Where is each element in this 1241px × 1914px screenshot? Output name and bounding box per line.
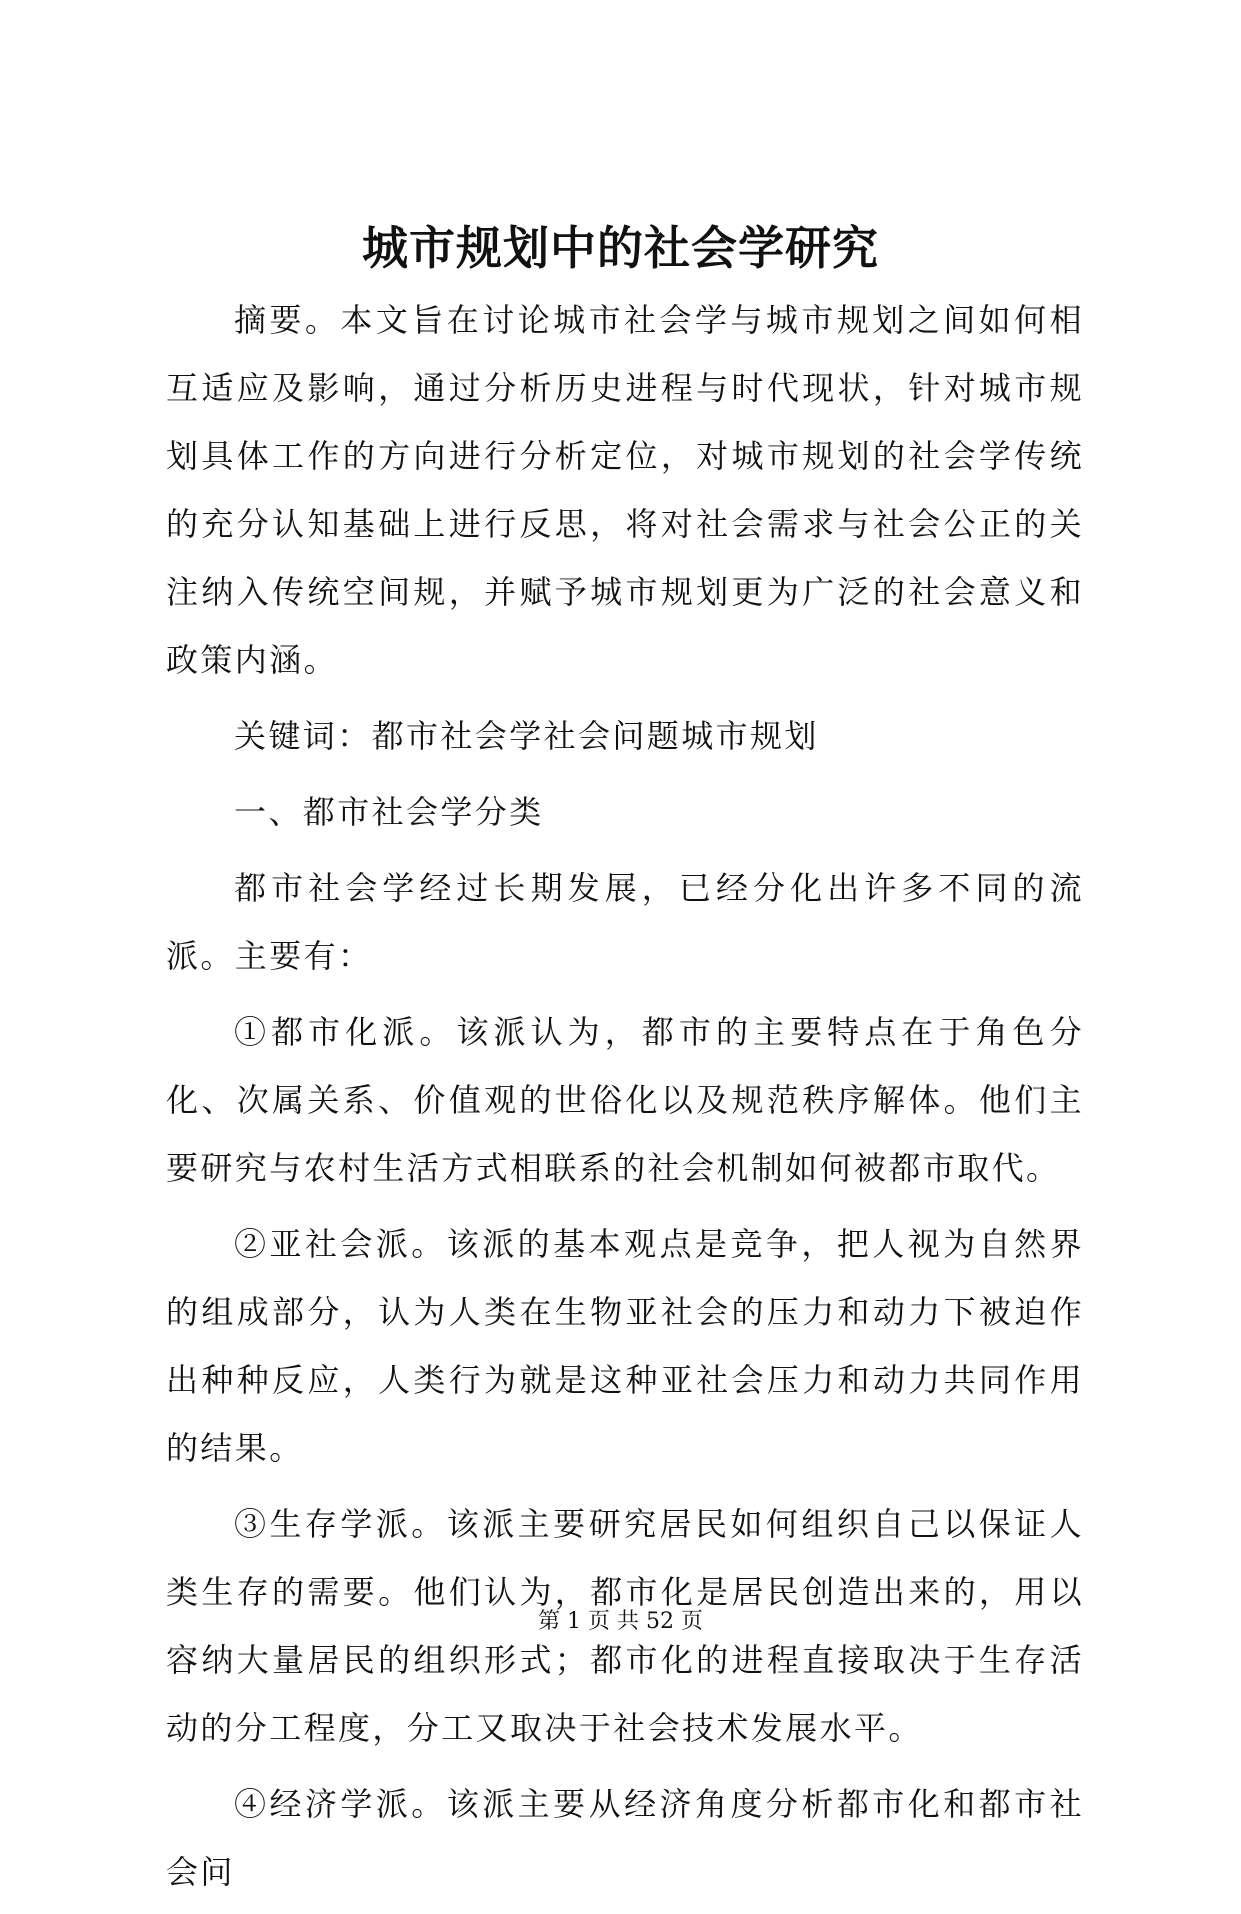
list-item-paragraph: ④经济学派。该派主要从经济角度分析都市化和都市社会问	[166, 1785, 1084, 1891]
body-paragraph: 都市社会学经过长期发展，已经分化出许多不同的流派。主要有：	[166, 869, 1084, 975]
list-item-paragraph: ②亚社会派。该派的基本观点是竞争，把人视为自然界的组成部分，认为人类在生物亚社会的压力和动力下被迫作出种种反应，人类行为就是这种亚社会压力和动力共同作用的结果。	[166, 1225, 1084, 1467]
document-title: 城市规划中的社会学研究	[362, 221, 879, 275]
abstract-paragraph: 摘要。本文旨在讨论城市社会学与城市规划之间如何相互适应及影响，通过分析历史进程与时代现状，针对城市规划具体工作的方向进行分析定位，对城市规划的社会学传统的充分认知基础上进行反思，将对社会需求与社会公正的关注纳入传统空间规，并赋予城市规划更为广泛的社会意义和政策内涵。	[166, 301, 1084, 679]
document-body	[166, 286, 1084, 1914]
section-heading: 一、都市社会学分类	[234, 793, 544, 831]
keywords-paragraph: 关键词：都市社会学社会问题城市规划	[234, 717, 819, 755]
list-item-paragraph: ③生存学派。该派主要研究居民如何组织自己以保证人类生存的需要。他们认为，都市化是居民创造出来的，用以容纳大量居民的组织形式；都市化的进程直接取决于生存活动的分工程度，分工又取决于社会技术发展水平。	[166, 1505, 1084, 1747]
list-item-paragraph: ①都市化派。该派认为，都市的主要特点在于角色分化、次属关系、价值观的世俗化以及规范秩序解体。他们主要研究与农村生活方式相联系的社会机制如何被都市取代。	[166, 1013, 1084, 1187]
page-number-footer: 第 1 页 共 52 页	[538, 1609, 703, 1634]
